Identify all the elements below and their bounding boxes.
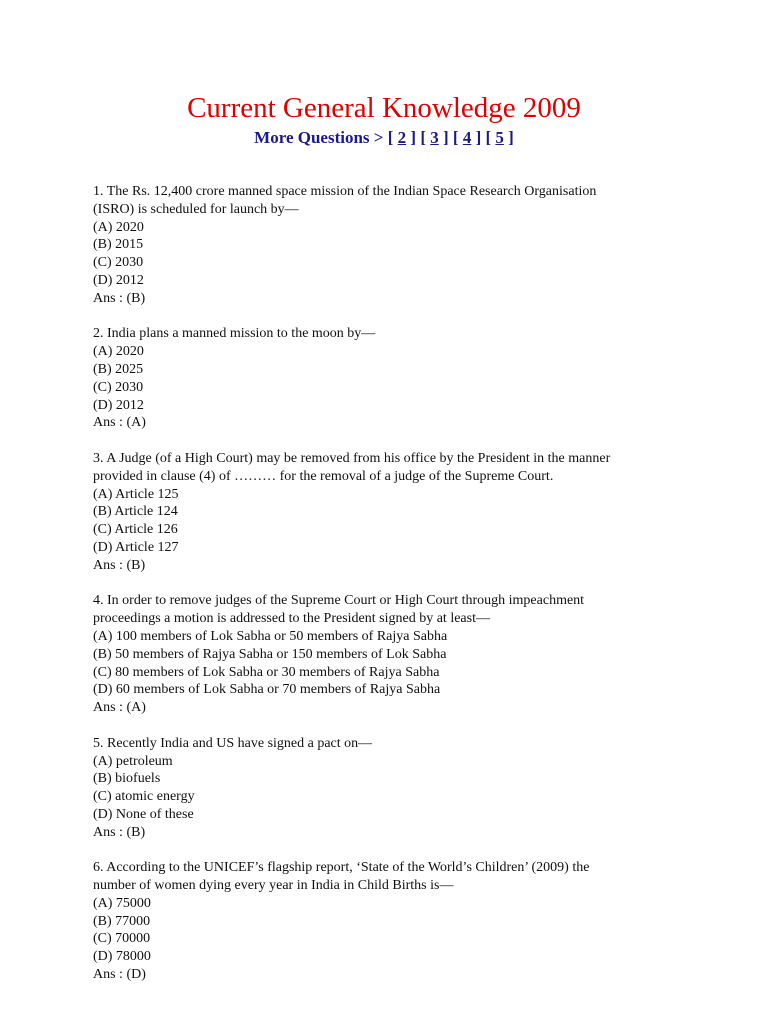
answer-option: (D) 78000 [93, 949, 151, 965]
answer-option: (D) 2012 [93, 272, 144, 288]
answer-key: Ans : (A) [93, 415, 146, 431]
answer-option: (B) 50 members of Rajya Sabha or 150 members of Lok Sabha [93, 646, 447, 662]
question-text: 3. A Judge (of a High Court) may be removed from his office by the President in the manner [93, 450, 611, 466]
question-text: (ISRO) is scheduled for launch by— [93, 201, 299, 217]
answer-option: (D) 2012 [93, 397, 144, 413]
answer-option: (D) None of these [93, 806, 194, 822]
answer-option: (A) 75000 [93, 895, 151, 911]
question-text: 4. In order to remove judges of the Supreme Court or High Court through impeachment [93, 593, 585, 609]
question-text: 5. Recently India and US have signed a pact on— [93, 735, 373, 751]
answer-option: (A) 100 members of Lok Sabha or 50 members of Rajya Sabha [93, 628, 448, 644]
question-list [93, 183, 693, 1002]
answer-option: (C) 70000 [93, 931, 151, 947]
answer-option: (C) Article 126 [93, 522, 178, 538]
question-block [93, 859, 693, 984]
question-text: 6. According to the UNICEF’s flagship report, ‘State of the World’s Children’ (2009) the [93, 860, 590, 876]
more-questions-nav: More Questions > [ 2 ] [ 3 ] [ 4 ] [ 5 ] [254, 128, 514, 147]
question-text: 2. India plans a manned mission to the moon by— [93, 326, 376, 342]
answer-option: (D) Article 127 [93, 539, 179, 555]
answer-option: (A) 2020 [93, 344, 144, 360]
answer-key: Ans : (B) [93, 557, 146, 573]
question-block [93, 735, 693, 842]
answer-option: (D) 60 members of Lok Sabha or 70 members of Rajya Sabha [93, 682, 441, 698]
question-block [93, 450, 693, 575]
answer-option: (B) Article 124 [93, 504, 178, 520]
answer-option: (A) Article 125 [93, 486, 179, 502]
answer-option: (C) 2030 [93, 379, 144, 395]
answer-option: (A) petroleum [93, 753, 173, 769]
more-questions-label: More Questions > [254, 128, 388, 147]
answer-key: Ans : (A) [93, 700, 146, 716]
question-block [93, 325, 693, 432]
answer-option: (B) 77000 [93, 913, 151, 929]
answer-option: (A) 2020 [93, 219, 144, 235]
answer-option: (B) 2025 [93, 361, 144, 377]
answer-option: (C) atomic energy [93, 789, 195, 805]
question-block [93, 592, 693, 717]
answer-key: Ans : (B) [93, 824, 146, 840]
answer-option: (C) 80 members of Lok Sabha or 30 members of Rajya Sabha [93, 664, 440, 680]
question-text: 1. The Rs. 12,400 crore manned space mission of the Indian Space Research Organisation [93, 184, 597, 199]
page-link-4[interactable]: 4 [462, 128, 472, 147]
question-text: number of women dying every year in India in Child Births is— [93, 878, 454, 894]
answer-option: (B) 2015 [93, 237, 144, 253]
question-block [93, 183, 693, 308]
answer-option: (C) 2030 [93, 255, 144, 271]
page-link-5[interactable]: 5 [495, 128, 504, 147]
page-title: Current General Knowledge 2009 [187, 92, 581, 124]
answer-option: (B) biofuels [93, 771, 161, 787]
page-link-2[interactable]: 2 [397, 128, 407, 147]
page-link-3[interactable]: 3 [430, 128, 439, 147]
question-text: provided in clause (4) of ……… for the removal of a judge of the Supreme Court. [93, 468, 554, 484]
answer-key: Ans : (D) [93, 967, 146, 983]
question-text: proceedings a motion is addressed to the President signed by at least— [93, 611, 490, 627]
answer-key: Ans : (B) [93, 290, 146, 306]
